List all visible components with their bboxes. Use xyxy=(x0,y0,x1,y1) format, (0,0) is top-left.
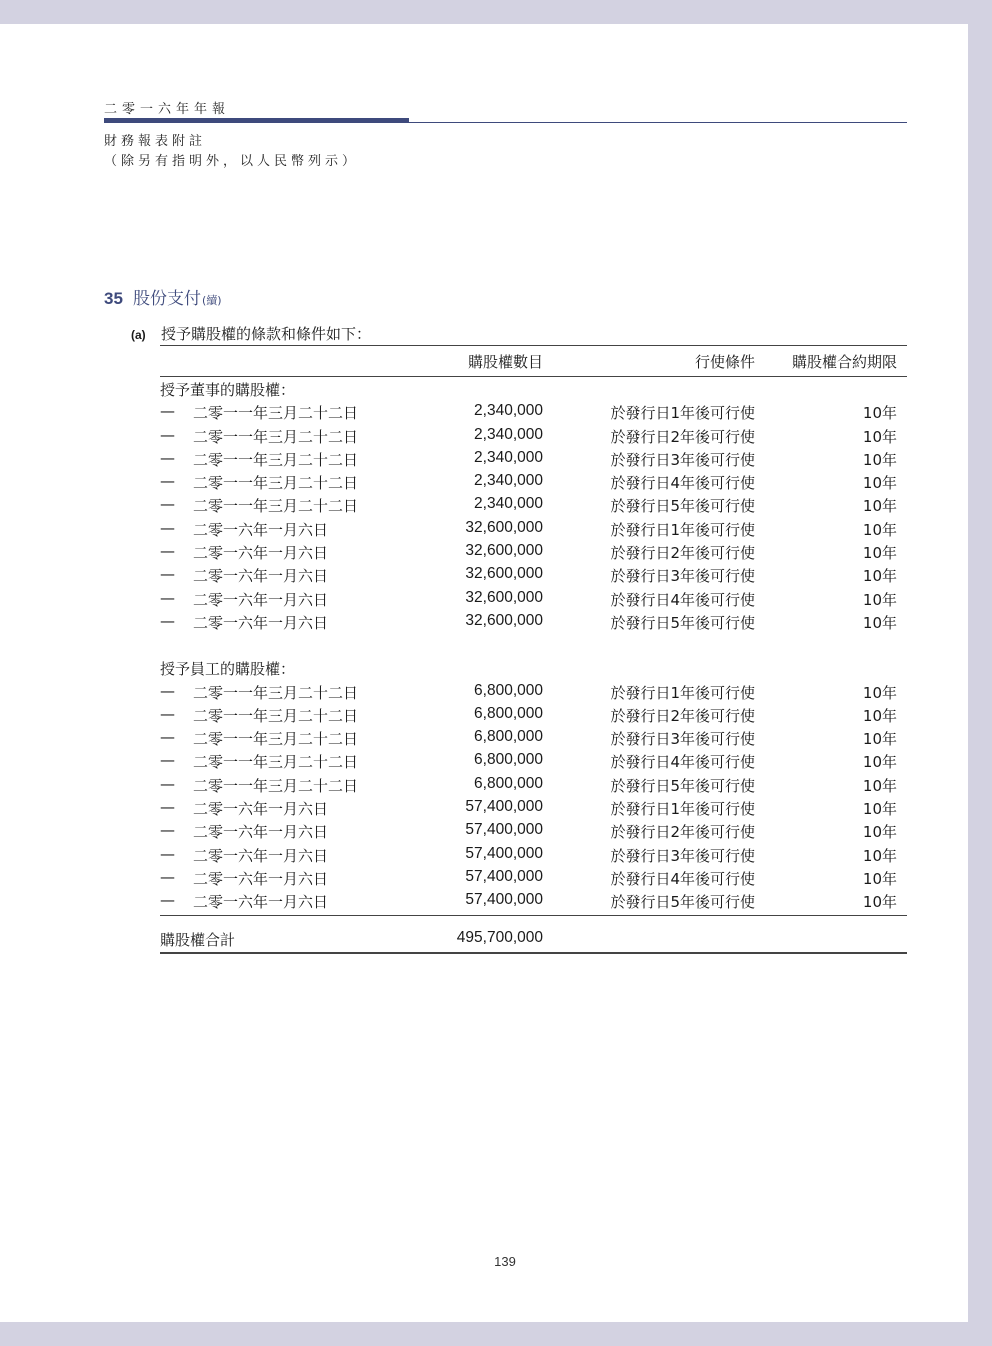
exercise-condition: 於發行日3年後可行使 xyxy=(610,450,755,469)
table-header xyxy=(160,346,907,376)
exercise-condition: 於發行日2年後可行使 xyxy=(610,706,755,725)
option-number: 57,400,000 xyxy=(465,821,543,839)
table-row xyxy=(160,517,907,540)
contract-term: 10年 xyxy=(862,753,897,772)
contract-term: 10年 xyxy=(862,474,897,493)
table-row xyxy=(160,843,907,866)
grant-date: 二零一一年三月二十二日 xyxy=(193,753,359,772)
grant-date: 二零一六年一月六日 xyxy=(193,800,329,819)
option-number: 6,800,000 xyxy=(474,728,543,746)
exercise-condition: 於發行日3年後可行使 xyxy=(610,730,755,749)
exercise-condition: 於發行日1年後可行使 xyxy=(610,683,755,702)
table-row xyxy=(160,726,907,749)
table-row xyxy=(160,563,907,586)
grant-date: 二零一一年三月二十二日 xyxy=(193,427,359,446)
table-bottom-rule xyxy=(160,952,907,954)
header-note: （除另有指明外，以人民幣列示） xyxy=(104,154,360,169)
contract-term: 10年 xyxy=(862,520,897,539)
option-number: 32,600,000 xyxy=(465,611,543,629)
row-dash: — xyxy=(160,681,175,700)
option-number: 2,340,000 xyxy=(474,495,543,513)
row-dash: — xyxy=(160,867,175,886)
exercise-condition: 於發行日2年後可行使 xyxy=(610,823,755,842)
table-row xyxy=(160,610,907,633)
exercise-condition: 於發行日1年後可行使 xyxy=(610,800,755,819)
option-number: 32,600,000 xyxy=(465,588,543,606)
header-subtitle: 財務報表附註 xyxy=(104,134,207,149)
option-number: 32,600,000 xyxy=(465,542,543,560)
row-dash: — xyxy=(160,891,175,910)
contract-term: 10年 xyxy=(862,823,897,842)
table-row xyxy=(160,703,907,726)
grant-date: 二零一六年一月六日 xyxy=(193,567,329,586)
table-row xyxy=(160,749,907,772)
subsection-label: (a) xyxy=(131,328,146,342)
grant-date: 二零一六年一月六日 xyxy=(193,869,329,888)
contract-term: 10年 xyxy=(862,590,897,609)
contract-term: 10年 xyxy=(862,497,897,516)
option-number: 57,400,000 xyxy=(465,867,543,885)
contract-term: 10年 xyxy=(862,893,897,912)
total-label: 購股權合計 xyxy=(160,930,236,949)
exercise-condition: 於發行日4年後可行使 xyxy=(610,869,755,888)
section-title: 股份支付 xyxy=(133,289,201,309)
group-title: 授予員工的購股權： xyxy=(160,660,296,679)
grant-date: 二零一六年一月六日 xyxy=(193,520,329,539)
row-dash: — xyxy=(160,728,175,747)
contract-term: 10年 xyxy=(862,567,897,586)
exercise-condition: 於發行日5年後可行使 xyxy=(610,613,755,632)
grant-date: 二零一六年一月六日 xyxy=(193,893,329,912)
table-row xyxy=(160,587,907,610)
document-page xyxy=(0,24,968,1322)
row-dash: — xyxy=(160,588,175,607)
exercise-condition: 於發行日1年後可行使 xyxy=(610,404,755,423)
subsection-heading xyxy=(131,323,371,344)
table-total-row xyxy=(160,916,907,952)
option-number: 6,800,000 xyxy=(474,704,543,722)
row-dash: — xyxy=(160,402,175,421)
table-row xyxy=(160,400,907,423)
contract-term: 10年 xyxy=(862,706,897,725)
option-number: 2,340,000 xyxy=(474,448,543,466)
header-accent-bar xyxy=(104,118,409,123)
row-dash: — xyxy=(160,472,175,491)
subsection-title: 授予購股權的條款和條件如下： xyxy=(161,325,372,343)
report-title: 二零一六年年報 xyxy=(104,102,231,117)
page-number: 139 xyxy=(494,1254,516,1269)
row-dash: — xyxy=(160,821,175,840)
contract-term: 10年 xyxy=(862,544,897,563)
option-number: 57,400,000 xyxy=(465,891,543,909)
grant-date: 二零一一年三月二十二日 xyxy=(193,730,359,749)
table-row xyxy=(160,540,907,563)
grant-date: 二零一一年三月二十二日 xyxy=(193,706,359,725)
contract-term: 10年 xyxy=(862,613,897,632)
grant-date: 二零一六年一月六日 xyxy=(193,544,329,563)
table-body xyxy=(160,377,907,913)
exercise-condition: 於發行日3年後可行使 xyxy=(610,567,755,586)
row-dash: — xyxy=(160,542,175,561)
row-dash: — xyxy=(160,611,175,630)
grant-date: 二零一六年一月六日 xyxy=(193,846,329,865)
row-dash: — xyxy=(160,425,175,444)
grant-date: 二零一一年三月二十二日 xyxy=(193,404,359,423)
exercise-condition: 於發行日4年後可行使 xyxy=(610,753,755,772)
table-row xyxy=(160,424,907,447)
option-number: 6,800,000 xyxy=(474,681,543,699)
grant-date: 二零一一年三月二十二日 xyxy=(193,683,359,702)
row-dash: — xyxy=(160,518,175,537)
option-number: 2,340,000 xyxy=(474,472,543,490)
contract-term: 10年 xyxy=(862,846,897,865)
table-row xyxy=(160,680,907,703)
column-header-term: 購股權合約期限 xyxy=(791,353,897,371)
exercise-condition: 於發行日4年後可行使 xyxy=(610,474,755,493)
contract-term: 10年 xyxy=(862,776,897,795)
group-title: 授予董事的購股權： xyxy=(160,381,296,399)
column-header-number: 購股權數目 xyxy=(467,353,543,371)
contract-term: 10年 xyxy=(862,730,897,749)
row-dash: — xyxy=(160,495,175,514)
group-spacer xyxy=(160,633,907,656)
group-title-row xyxy=(160,377,907,400)
exercise-condition: 於發行日4年後可行使 xyxy=(610,590,755,609)
contract-term: 10年 xyxy=(862,450,897,469)
group-title-row xyxy=(160,656,907,679)
table-row xyxy=(160,493,907,516)
option-number: 32,600,000 xyxy=(465,518,543,536)
section-continued: (續) xyxy=(202,294,222,307)
option-number: 32,600,000 xyxy=(465,565,543,583)
table-row xyxy=(160,470,907,493)
exercise-condition: 於發行日2年後可行使 xyxy=(610,427,755,446)
table-row xyxy=(160,819,907,842)
row-dash: — xyxy=(160,751,175,770)
option-number: 2,340,000 xyxy=(474,425,543,443)
grant-date: 二零一一年三月二十二日 xyxy=(193,450,359,469)
exercise-condition: 於發行日5年後可行使 xyxy=(610,893,755,912)
table-row xyxy=(160,796,907,819)
grant-date: 二零一一年三月二十二日 xyxy=(193,776,359,795)
table-row xyxy=(160,866,907,889)
exercise-condition: 於發行日5年後可行使 xyxy=(610,497,755,516)
option-number: 57,400,000 xyxy=(465,798,543,816)
option-number: 6,800,000 xyxy=(474,751,543,769)
row-dash: — xyxy=(160,798,175,817)
exercise-condition: 於發行日2年後可行使 xyxy=(610,544,755,563)
contract-term: 10年 xyxy=(862,404,897,423)
contract-term: 10年 xyxy=(862,683,897,702)
contract-term: 10年 xyxy=(862,869,897,888)
option-number: 2,340,000 xyxy=(474,402,543,420)
section-heading xyxy=(104,284,222,309)
grant-date: 二零一六年一月六日 xyxy=(193,823,329,842)
options-table xyxy=(160,345,907,954)
section-number: 35 xyxy=(104,289,123,308)
row-dash: — xyxy=(160,704,175,723)
column-header-condition: 行使條件 xyxy=(694,353,755,371)
row-dash: — xyxy=(160,844,175,863)
table-row xyxy=(160,773,907,796)
contract-term: 10年 xyxy=(862,427,897,446)
row-dash: — xyxy=(160,774,175,793)
option-number: 6,800,000 xyxy=(474,774,543,792)
exercise-condition: 於發行日1年後可行使 xyxy=(610,520,755,539)
grant-date: 二零一六年一月六日 xyxy=(193,613,329,632)
contract-term: 10年 xyxy=(862,800,897,819)
option-number: 57,400,000 xyxy=(465,844,543,862)
exercise-condition: 於發行日5年後可行使 xyxy=(610,776,755,795)
grant-date: 二零一一年三月二十二日 xyxy=(193,497,359,516)
table-row xyxy=(160,447,907,470)
grant-date: 二零一一年三月二十二日 xyxy=(193,474,359,493)
row-dash: — xyxy=(160,448,175,467)
exercise-condition: 於發行日3年後可行使 xyxy=(610,846,755,865)
total-number: 495,700,000 xyxy=(456,928,543,946)
table-row xyxy=(160,889,907,912)
grant-date: 二零一六年一月六日 xyxy=(193,590,329,609)
row-dash: — xyxy=(160,565,175,584)
